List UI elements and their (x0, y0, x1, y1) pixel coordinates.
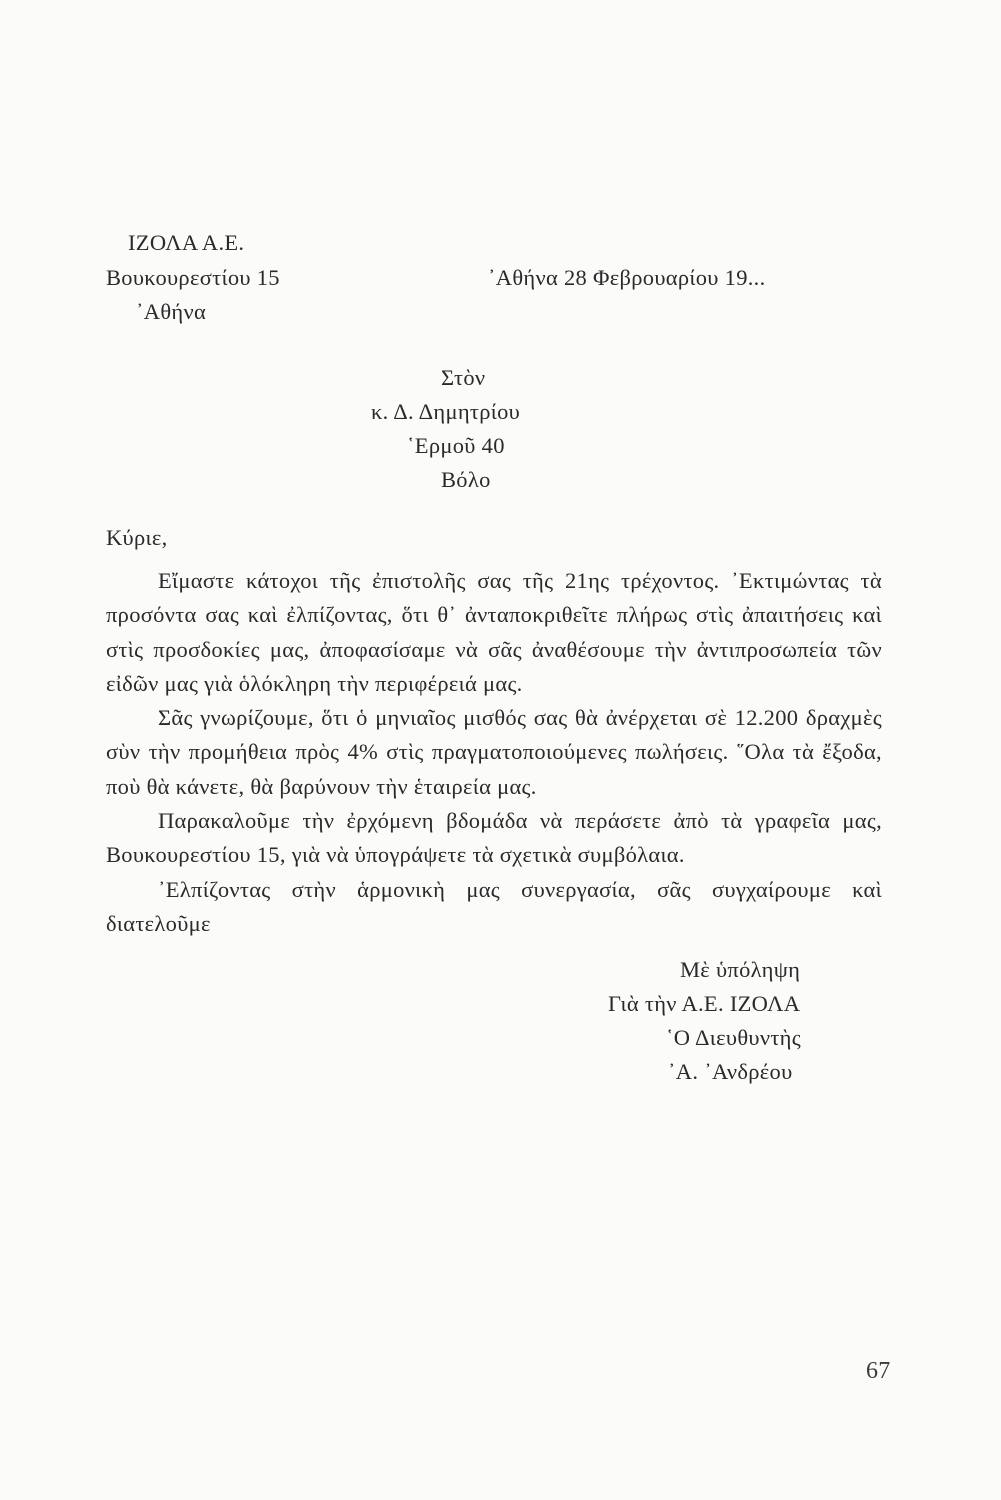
sender-city: ᾿Αθήνα (136, 299, 207, 324)
recipient-name: κ. Δ. Δημητρίου (371, 399, 521, 424)
sender-street: Βουκουρεστίου 15 (106, 265, 280, 290)
letter-date: ᾿Αθήνα 28 Φεβρουαρίου 19... (488, 265, 766, 290)
body-paragraph-3: Παρακαλοῦμε τὴν ἐρχόμενη βδομάδα νὰ περάσετε ἀπὸ τὰ γραφεῖα μας, Βουκουρεστίου 15, γιὰ νὰ ὑπογράψετε τὰ σχετικὰ συμβόλαια. (106, 808, 882, 868)
salutation: Κύριε, (106, 525, 168, 550)
letter-body (106, 564, 882, 941)
sender-company: ΙΖΟΛΑ Α.Ε. (128, 230, 245, 255)
signature-closing: Μὲ ὑπόληψη (680, 957, 801, 982)
recipient-to: Στὸν (441, 365, 486, 390)
page-number: 67 (866, 1358, 891, 1384)
body-paragraph-4: ᾿Ελπίζοντας στὴν ἁρμονικὴ μας συνεργασία, σᾶς συγχαίρουμε καὶ διατελοῦμε (106, 876, 882, 936)
recipient-street: ῾Ερμοῦ 40 (407, 433, 505, 458)
signature-title: ῾Ο Διευθυντὴς (666, 1025, 801, 1050)
recipient-city: Βόλο (441, 467, 491, 492)
signature-company: Γιὰ τὴν Α.Ε. ΙΖΟΛΑ (608, 991, 801, 1016)
body-paragraph-2: Σᾶς γνωρίζουμε, ὅτι ὁ μηνιαῖος μισθός σας θὰ ἀνέρχεται σὲ 12.200 δραχμὲς σὺν τὴν προμήθεια πρὸς 4% στὶς πραγματοποιούμενες πωλήσεις. ῞Ολα τὰ ἔξοδα, ποὺ θὰ κάνετε, θὰ βαρύνουν τὴν ἑταιρεία μας. (106, 705, 882, 799)
signature-name: ᾿Α. ᾿Ανδρέου (668, 1059, 793, 1084)
body-paragraph-1: Εἴμαστε κάτοχοι τῆς ἐπιστολῆς σας τῆς 21ης τρέχοντος. ᾿Εκτιμώντας τὰ προσόντα σας καὶ ἐλπίζοντας, ὅτι θ᾿ ἀνταποκριθεῖτε πλήρως στὶς ἀπαιτήσεις καὶ στὶς προσδοκίες μας, ἀποφασίσαμε νὰ σᾶς ἀναθέσουμε τὴν ἀντιπροσωπεία τῶν εἰδῶν μας γιὰ ὁλόκληρη τὴν περιφέρειά μας. (106, 568, 882, 696)
